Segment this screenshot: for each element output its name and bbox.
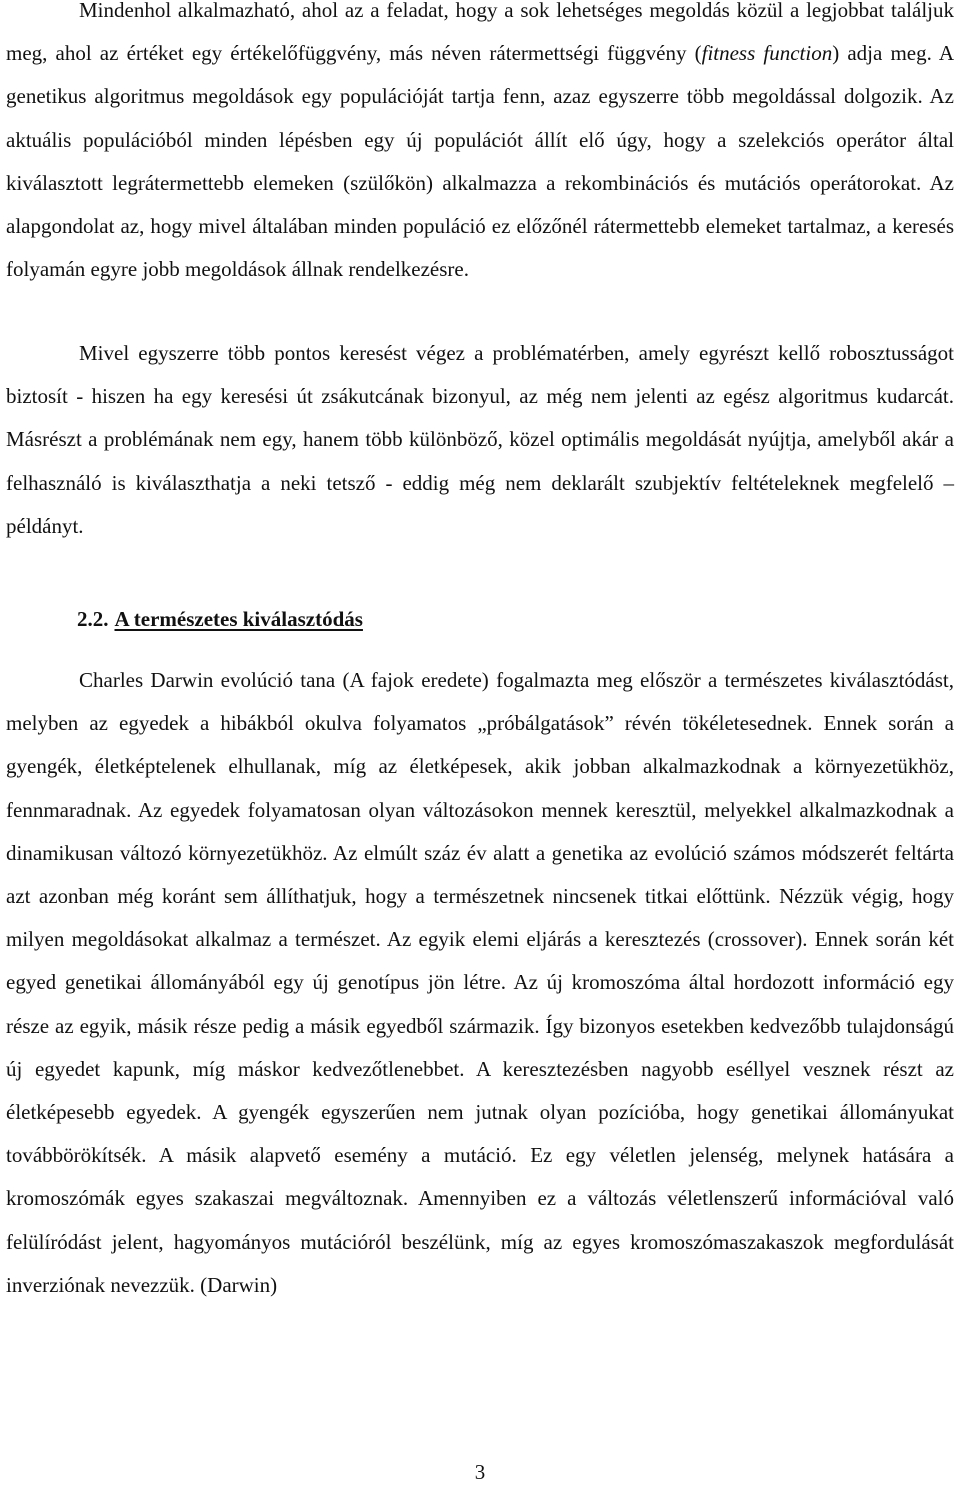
paragraph2-text: Mivel egyszerre több pontos keresést végez a problématérben, amely egyrészt kellő robosztusságot biztosít - hiszen ha egy keresési út zsákutcának bizonyul, az még nem jelenti az egész algoritmus kudarcát. Másrészt a problémának nem egy, hanem több különböző, közel optimális megoldását nyújtja, amelyből akár a felhasználó is kiválaszthatja a neki tetsző - eddig még nem deklarált szubjektív feltételeknek megfelelő – példányt. [6, 341, 954, 538]
section-heading [77, 599, 363, 639]
paragraph3-text: Charles Darwin evolúció tana (A fajok eredete) fogalmazta meg először a természetes kiválasztódást, melyben az egyedek a hibákból okulva folyamatos „próbálgatások” révén tökéletesednek. Ennek során a gyengék, életképtelenek elhullanak, míg az életképesek, akik jobban alkalmazkodnak a környezetükhöz, fennmaradnak. Az egyedek folyamatosan olyan változásokon mennek keresztül, melyekkel alkalmazkodnak a dinamikusan változó környezetükhöz. Az elmúlt száz év alatt a genetika az evolúció számos módszerét feltárta azt azonban még koránt sem állíthatjuk, hogy a természetnek nincsenek titkai előttünk. Nézzük végig, hogy milyen megoldásokat alkalmaz a természet. Az egyik elemi eljárás a keresztezés (crossover). Ennek során két egyed genetikai állományából egy új genotípus jön létre. Az új kromoszóma által hordozott információ egy része az egyik, másik része pedig a másik egyedből származik. Így bizonyos esetekben kedvezőbb tulajdonságú új egyedet kapunk, míg máskor kedvezőtlenebbet. A keresztezésben nagyobb eséllyel vesznek részt az életképesebb egyedek. A gyengék egyszerűen nem jutnak olyan pozícióba, hogy genetikai állományukat továbbörökítsék. A másik alapvető esemény a mutáció. Ez egy véletlen jelenség, melynek hatására a kromoszómák egyes szakaszai megváltoznak. Amennyiben ez a változás véletlenszerű információval való felülíródást jelent, hagyományos mutációról beszélünk, míg az egyes kromoszómaszakaszok megfordulását inverziónak nevezzük. (Darwin) [6, 668, 954, 1297]
paragraph-natural-selection [6, 659, 954, 1307]
paragraph1-text-end: ) adja meg. A genetikus algoritmus megoldások egy populációját tartja fenn, azaz egyszerre több megoldással dolgozik. Az aktuális populációból minden lépésben egy új populációt állít elő úgy, hogy a szelekciós operátor által kiválasztott legrátermettebb elemeken (szülőkön) alkalmazza a rekombinációs és mutációs operátorokat. Az alapgondolat az, hogy mivel általában minden populáció ez előzőnél rátermettebb elemeket tartalmaz, a keresés folyamán egyre jobb megoldások állnak rendelkezésre. [6, 41, 954, 282]
page-number: 3 [474, 1460, 486, 1484]
paragraph-fitness-population [6, 0, 954, 291]
section-title: A természetes kiválasztódás [114, 607, 363, 631]
section-number: 2.2. [77, 607, 109, 631]
paragraph1-text-start: Mindenhol alkalmazható, ahol az a feladat, hogy a sok lehetséges megoldás közül a legjobbat találjuk meg, ahol az értéket egy értékelőfüggvény, más néven rátermettségi függvény ( [6, 0, 954, 66]
paragraph-robustness [6, 332, 954, 548]
paragraph1-italic-term: fitness function [701, 41, 833, 66]
